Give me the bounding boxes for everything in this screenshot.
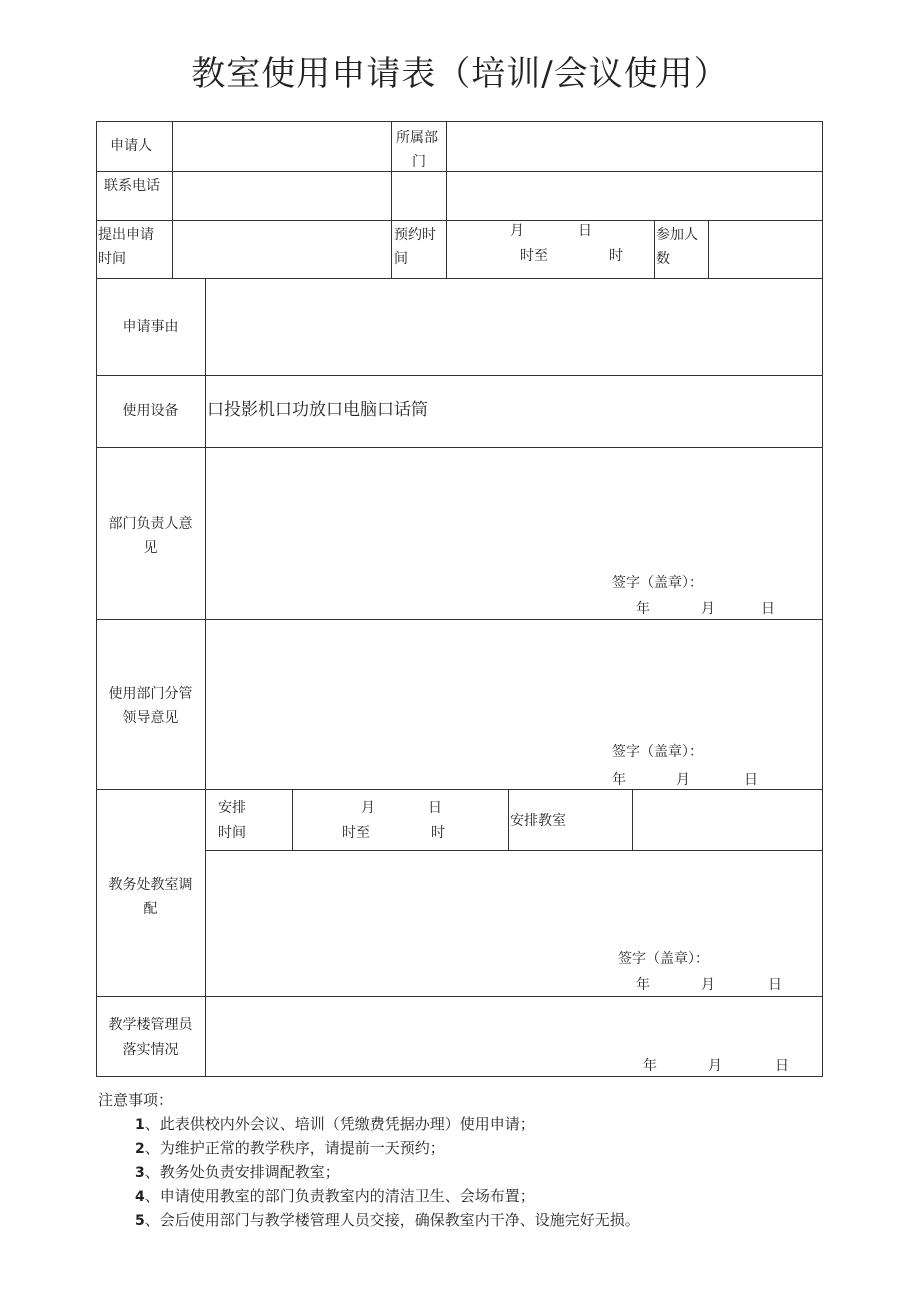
reserve-to-hour: 时 — [609, 248, 623, 264]
reason-label: 申请事由 — [122, 319, 179, 335]
submit-time-label-cont: 时间 — [98, 251, 126, 267]
academic-month: 月 — [701, 977, 715, 993]
leader-opinion-label-cont: 领导意见 — [122, 710, 179, 726]
application-form-table — [96, 121, 823, 1077]
dept-head-month: 月 — [701, 601, 715, 617]
building-manager-label-cont: 落实情况 — [122, 1042, 179, 1058]
note-item: 4、申请使用教室的部门负责教室内的清洁卫生、会场布置； — [135, 1187, 535, 1205]
dept-label-cont: 门 — [412, 154, 426, 170]
building-day: 日 — [775, 1058, 789, 1074]
arrange-time-label-cont: 时间 — [218, 825, 246, 841]
arrange-day: 日 — [428, 800, 442, 816]
notes-heading: 注意事项： — [98, 1091, 174, 1109]
leader-day: 日 — [744, 772, 758, 788]
arrange-from-hour: 时至 — [342, 825, 370, 841]
attendees-label: 参加人 — [656, 227, 698, 243]
academic-sign: 签字（盖章）： — [618, 951, 709, 967]
form-title: 教室使用申请表（培训/会议使用） — [191, 54, 729, 94]
academic-day: 日 — [768, 977, 782, 993]
dept-label: 所属部 — [396, 130, 438, 146]
dept-head-opinion-label: 部门负责人意 — [108, 516, 193, 532]
reserve-time-label-cont: 间 — [394, 251, 408, 267]
dept-head-opinion-label-cont: 见 — [143, 540, 158, 556]
academic-allocation-label-cont: 配 — [143, 901, 158, 917]
equipment-label: 使用设备 — [122, 403, 179, 419]
arrange-time-label: 安排 — [218, 800, 246, 816]
leader-opinion-label: 使用部门分管 — [108, 686, 193, 702]
building-manager-label: 教学楼管理员 — [108, 1017, 193, 1033]
arrange-month: 月 — [361, 800, 375, 816]
leader-sign: 签字（盖章）： — [612, 744, 703, 760]
note-item: 2、为维护正常的教学秩序，请提前一天预约； — [135, 1139, 445, 1157]
arrange-room-label: 安排教室 — [510, 813, 566, 829]
reserve-from-hour: 时至 — [520, 248, 548, 264]
dept-head-day: 日 — [761, 601, 775, 617]
dept-head-sign: 签字（盖章）： — [612, 575, 703, 591]
reserve-day: 日 — [578, 223, 592, 239]
academic-allocation-label: 教务处教室调 — [108, 877, 193, 893]
note-item: 3、教务处负责安排调配教室； — [135, 1163, 340, 1181]
arrange-to-hour: 时 — [431, 825, 445, 841]
note-item: 1、此表供校内外会议、培训（凭缴费凭据办理）使用申请； — [135, 1115, 535, 1133]
reserve-time-label: 预约时 — [394, 227, 436, 243]
submit-time-label: 提出申请 — [98, 227, 154, 243]
note-item: 5、会后使用部门与教学楼管理人员交接，确保教室内干净、设施完好无损。 — [135, 1211, 640, 1229]
applicant-label: 申请人 — [110, 138, 152, 154]
building-month: 月 — [708, 1058, 722, 1074]
building-year: 年 — [643, 1058, 657, 1074]
academic-year: 年 — [636, 977, 650, 993]
attendees-label-cont: 数 — [656, 251, 670, 267]
leader-year: 年 — [612, 772, 626, 788]
dept-head-year: 年 — [636, 601, 650, 617]
leader-month: 月 — [676, 772, 690, 788]
phone-label: 联系电话 — [104, 178, 160, 194]
equipment-checkbox-options[interactable]: 口投影机口功放口电脑口话筒 — [207, 400, 428, 420]
reserve-month: 月 — [510, 223, 524, 239]
